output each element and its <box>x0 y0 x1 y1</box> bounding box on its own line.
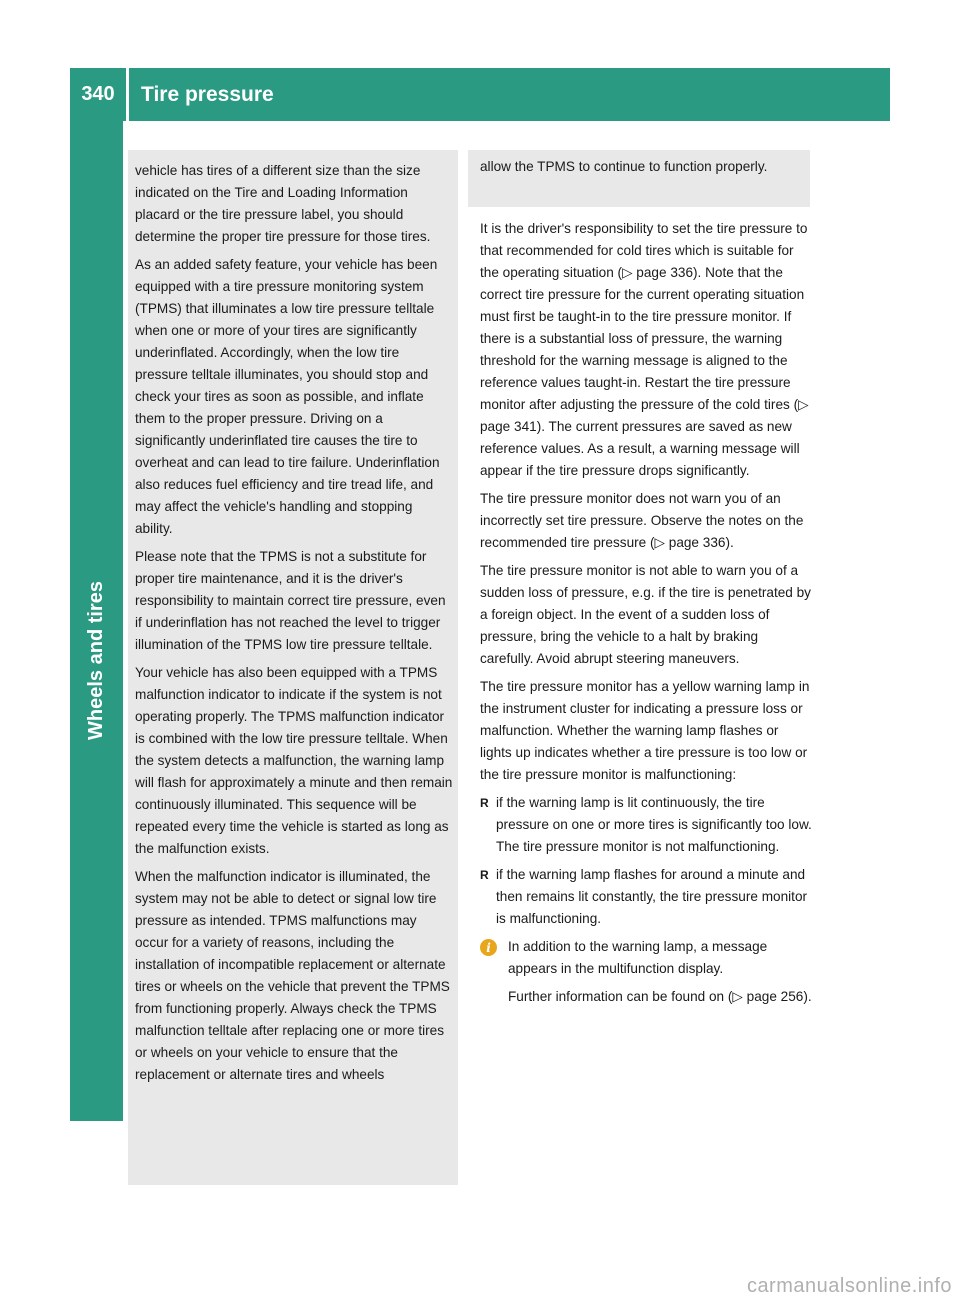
paragraph: When the malfunction indicator is illuminated, the system may not be able to detect or signal low tire pressure as intended. TPMS malfunctions may occur for a variety of reasons, including the installation of incompatible replacement or alternate tires or wheels on the vehicle that prevent the TPMS from functioning properly. Always check the TPMS malfunction telltale after replacing one or more tires or wheels on your vehicle to ensure that the replacement or alternate tires and wheels <box>135 869 450 1082</box>
right-column <box>480 218 812 1014</box>
watermark: carmanualsonline.info <box>746 1275 952 1297</box>
paragraph: Your vehicle has also been equipped with a TPMS malfunction indicator to indicate if the system is not operating properly. The TPMS malfunction indicator is combined with the low tire pressure telltale. When the system detects a malfunction, the warning lamp will flash for approximately a minute and then remain continuously illuminated. This sequence will be repeated every time the vehicle is started as long as the malfunction exists. <box>135 665 453 856</box>
info-text: In addition to the warning lamp, a message appears in the multifunction display. <box>508 939 768 976</box>
list-item <box>480 864 812 930</box>
list-item <box>480 792 812 858</box>
page-number: 340 <box>81 83 115 105</box>
info-followup: Further information can be found on (▷ page 256). <box>508 989 812 1004</box>
right-box-text <box>480 156 812 184</box>
list-item-text: if the warning lamp flashes for around a minute and then remains lit constantly, the tire pressure monitor is malfunctioning. <box>496 867 808 926</box>
left-column <box>135 160 453 1092</box>
paragraph: It is the driver's responsibility to set the tire pressure to that recommended for cold tires which is suitable for the operating situation (▷ page 336). Note that the correct tire pressure for the current operating situation must first be taught-in to the tire pressure monitor. If there is a substantial loss of pressure, the warning threshold for the warning message is aligned to the reference values taught-in. Restart the tire pressure monitor after adjusting the pressure of the cold tires (▷ page 341). The current pressures are saved as new reference values. As a result, a warning message will appear if the tire pressure drops significantly. <box>480 221 809 478</box>
side-tab-label-wrap <box>70 560 123 760</box>
section-title: Tire pressure <box>141 82 274 106</box>
info-note <box>480 936 812 1008</box>
side-tab-label: Wheels and tires <box>85 580 107 740</box>
bullet-icon: R <box>480 868 489 882</box>
paragraph: Please note that the TPMS is not a substitute for proper tire maintenance, and it is the driver's responsibility to maintain correct tire pressure, even if underinflation has not reached the level to trigger illumination of the TPMS low tire pressure telltale. <box>135 549 446 652</box>
paragraph: The tire pressure monitor is not able to warn you of a sudden loss of pressure, e.g. if the tire is penetrated by a foreign object. In the event of a sudden loss of pressure, bring the vehicle to a halt by braking carefully. Avoid abrupt steering maneuvers. <box>480 563 811 666</box>
bullet-icon: R <box>480 796 489 810</box>
paragraph: The tire pressure monitor does not warn you of an incorrectly set tire pressure. Observe the notes on the recommended tire pressure (▷ page 336). <box>480 491 804 550</box>
paragraph: vehicle has tires of a different size than the size indicated on the Tire and Loading Information placard or the tire pressure label, you should determine the proper tire pressure for those tires. <box>135 163 431 244</box>
list-item-text: if the warning lamp is lit continuously, the tire pressure on one or more tires is significantly too low. The tire pressure monitor is not malfunctioning. <box>496 795 812 854</box>
paragraph: The tire pressure monitor has a yellow warning lamp in the instrument cluster for indicating a pressure loss or malfunction. Whether the warning lamp flashes or lights up indicates whether a tire pressure is too low or the tire pressure monitor is malfunctioning: <box>480 679 810 782</box>
paragraph: allow the TPMS to continue to function properly. <box>480 159 768 174</box>
info-icon: i <box>480 939 497 956</box>
paragraph: As an added safety feature, your vehicle has been equipped with a tire pressure monitoring system (TPMS) that illuminates a low tire pressure telltale when one or more of your tires are significantly underinflated. Accordingly, when the low tire pressure telltale illuminates, you should stop and check your tires as soon as possible, and inflate them to the proper pressure. Driving on a significantly underinflated tire causes the tire to overheat and can lead to tire failure. Underinflation also reduces fuel efficiency and tire tread life, and may affect the vehicle's handling and stopping ability. <box>135 257 440 536</box>
header-divider <box>126 68 129 121</box>
